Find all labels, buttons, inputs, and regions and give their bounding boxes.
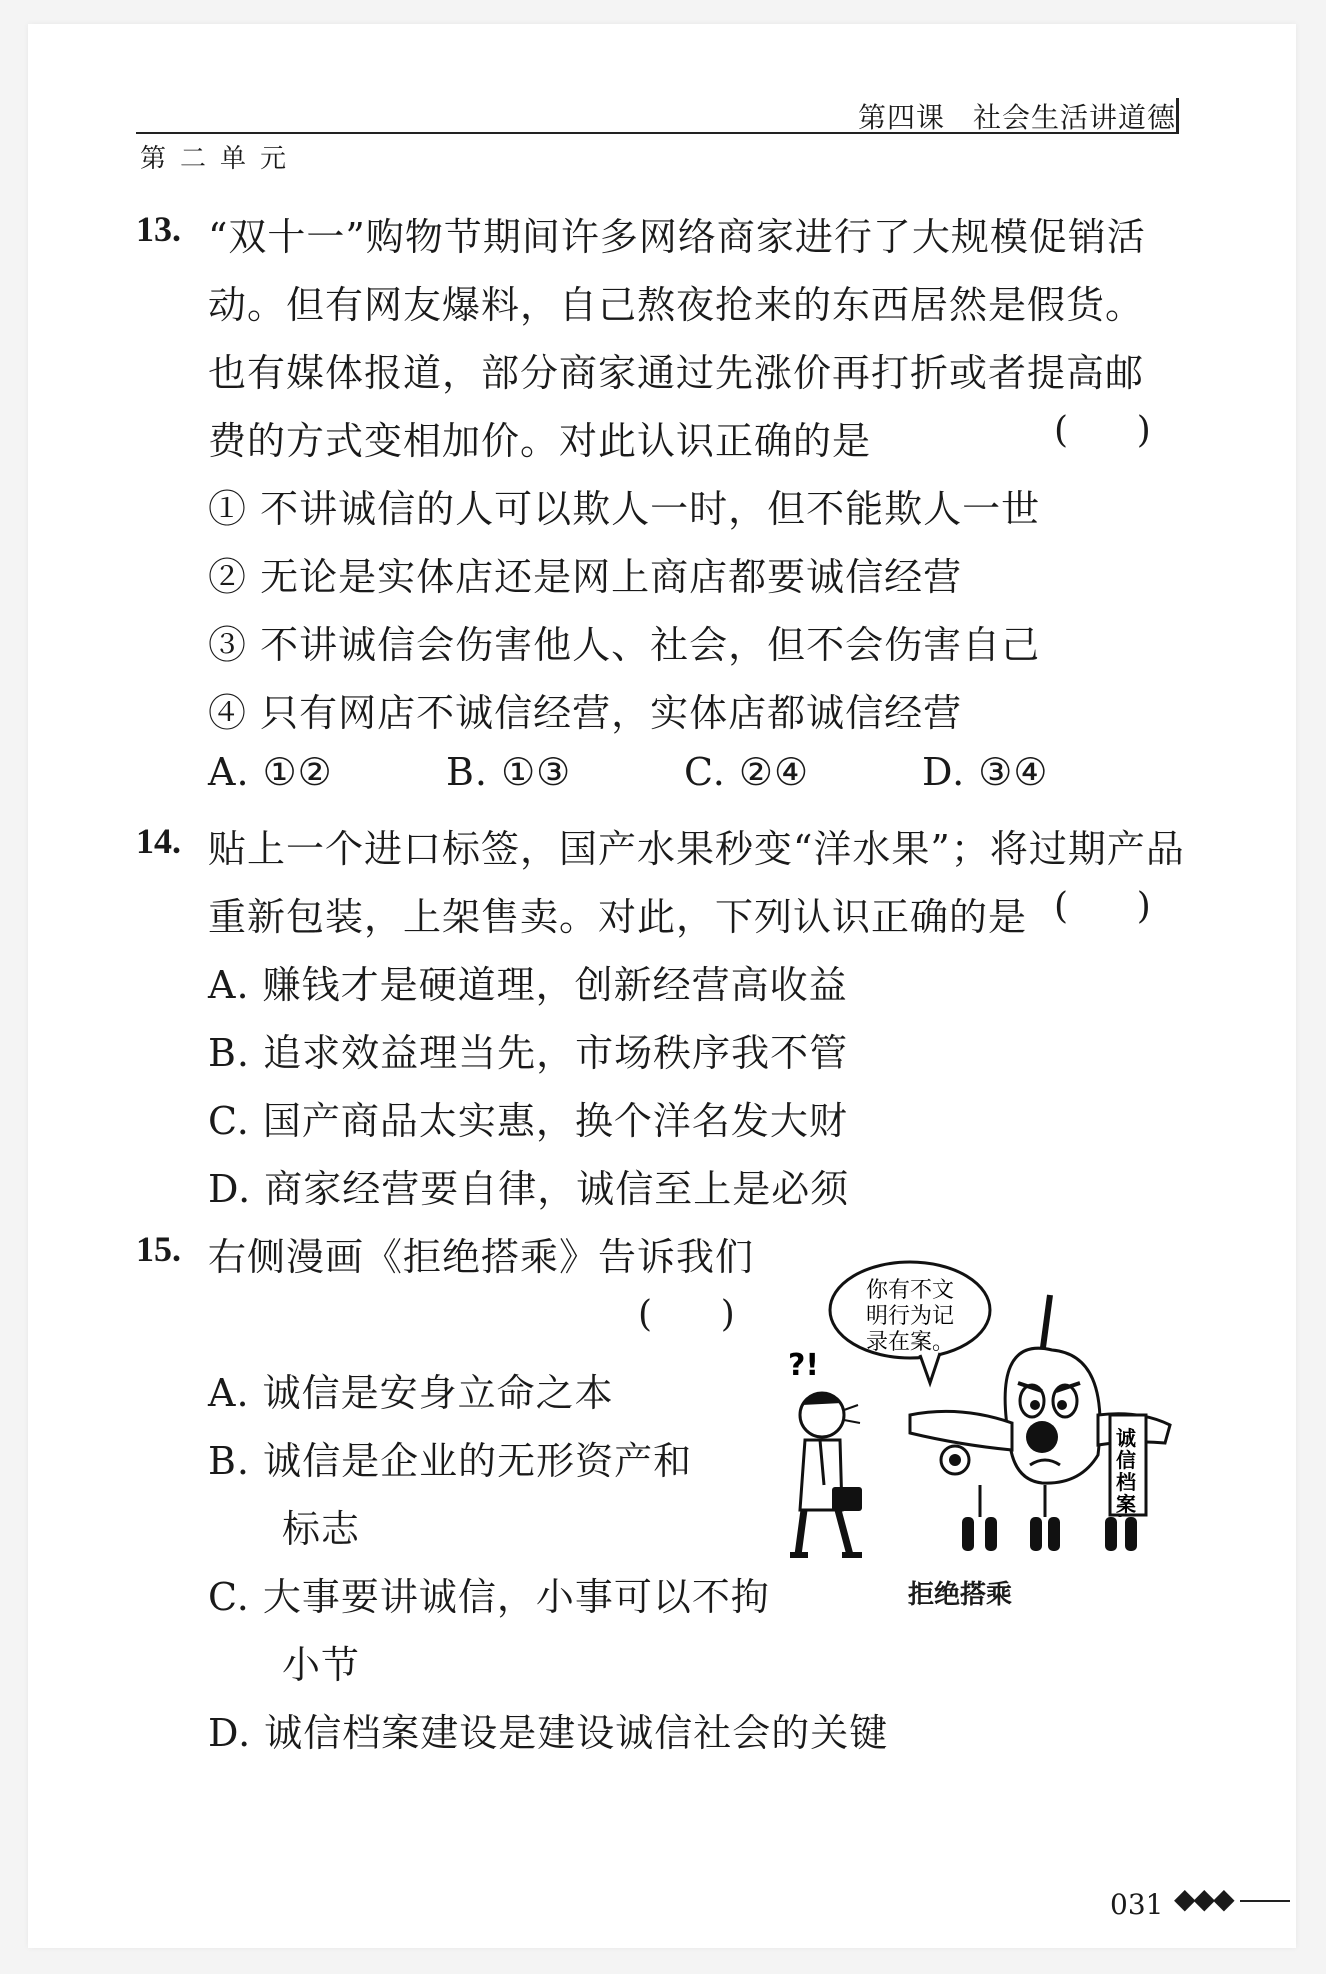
q15-answer-paren: ( ) [638,1294,735,1335]
q14-number: 14. [136,821,181,861]
q13-statement: ① 不讲诚信的人可以欺人一时，但不能欺人一世 [208,487,1041,531]
q14-answer-paren: ( ) [1054,886,1151,927]
q13-line: 动。但有网友爆料，自己熬夜抢来的东西居然是假货。 [208,283,1145,327]
scroll-char: 诚 [1116,1426,1136,1450]
lesson-topic: 社会生活讲道德 [972,101,1176,134]
q13-option-d: D. ③④ [922,750,1049,794]
q15-option-b-cont: 标志 [282,1507,361,1551]
scroll-char: 案 [1116,1492,1136,1516]
cartoon-caption: 拒绝搭乘 [908,1580,1013,1610]
q13-statement: ③ 不讲诚信会伤害他人、社会，但不会伤害自己 [208,623,1041,667]
q14-option-b: B. 追求效益理当先，市场秩序我不管 [208,1031,849,1075]
header-rule [136,132,1176,134]
exclaim-mark: ?! [788,1348,820,1383]
q13-statement: ② 无论是实体店还是网上商店都要诚信经营 [208,555,963,599]
q15-number: 15. [136,1229,181,1269]
q14-line: 贴上一个进口标签，国产水果秒变“洋水果”；将过期产品 [208,827,1185,871]
cartoon-illustration [780,1255,1200,1595]
header-bar [1176,98,1179,134]
q14-line: 重新包装，上架售卖。对此，下列认识正确的是 [208,895,1028,939]
q15-option-c-cont: 小节 [282,1643,361,1687]
bubble-text: 明行为记 [866,1304,955,1329]
scroll-char: 信 [1116,1448,1136,1472]
q14-option-a: A. 赚钱才是硬道理，创新经营高收益 [208,963,848,1007]
q13-option-a: A. ①② [208,750,333,794]
q14-option-d: D. 商家经营要自律，诚信至上是必须 [208,1167,850,1211]
scroll-char: 档 [1116,1470,1136,1494]
bubble-text: 录在案。 [866,1330,955,1355]
man-character [790,1393,862,1555]
q15-option-a: A. 诚信是安身立命之本 [208,1371,614,1415]
page-number: 031 [1110,1888,1164,1921]
q13-answer-paren: ( ) [1054,410,1151,451]
q13-option-b: B. ①③ [446,750,572,794]
q15-option-d: D. 诚信档案建设是建设诚信社会的关键 [208,1711,889,1755]
q13-statement: ④ 只有网店不诚信经营，实体店都诚信经营 [208,691,963,735]
q15-option-b: B. 诚信是企业的无形资产和 [208,1439,693,1483]
bubble-text: 你有不文 [866,1278,955,1303]
q13-line: 费的方式变相加价。对此认识正确的是 [208,419,872,463]
footer-rule [1240,1900,1290,1902]
q15-option-c: C. 大事要讲诚信，小事可以不拘 [208,1575,770,1619]
q13-number: 13. [136,209,181,249]
diamond-ornament-icon: ◆◆◆ [1174,1882,1233,1915]
q14-option-c: C. 国产商品太实惠，换个洋名发大财 [208,1099,848,1143]
bubble-tail [920,1353,940,1383]
q13-line: 也有媒体报道，部分商家通过先涨价再打折或者提高邮 [208,351,1145,395]
q15-line: 右侧漫画《拒绝搭乘》告诉我们 [208,1235,755,1279]
q13-line: “双十一”购物节期间许多网络商家进行了大规模促销活 [208,215,1146,259]
q13-option-c: C. ②④ [684,750,810,794]
lesson-title [858,96,1176,136]
unit-label: 第二单元 [140,144,301,174]
lesson-label: 第四课 [857,101,945,134]
